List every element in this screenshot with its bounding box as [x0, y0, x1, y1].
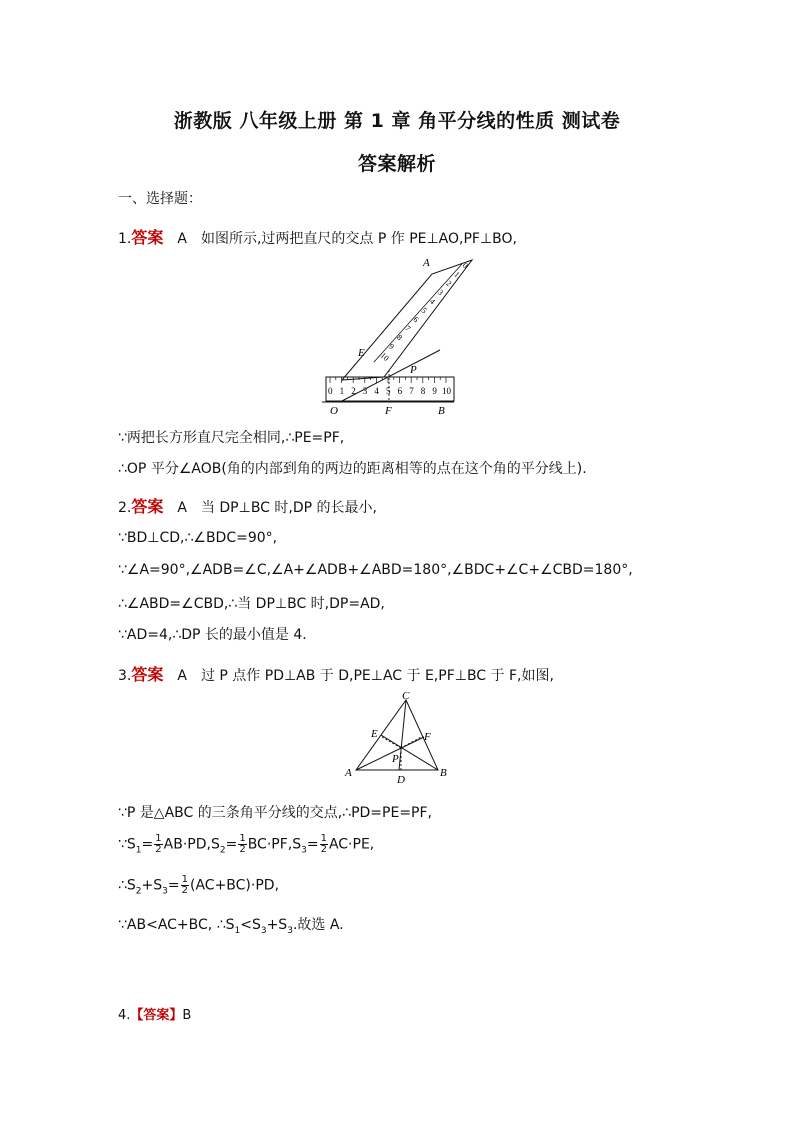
q1-line2: ∵两把长方形直尺完全相同,∴PE=PF, — [118, 430, 345, 446]
q3-line4: $\therefore S_2+S_3=$ $\frac{1}{2}$ (AC+BC)·PD, — [118, 874, 280, 897]
ruler-number: 7 — [409, 386, 414, 396]
slanted-ruler-number: 6 — [411, 314, 421, 325]
ruler-number: 1 — [339, 386, 345, 396]
label-f: F — [385, 405, 392, 417]
ruler-number: 8 — [420, 386, 426, 396]
q3-line2: ∵P 是△ABC 的三条角平分线的交点,∴PD=PE=PF, — [118, 805, 433, 821]
q4-answer-line — [118, 1004, 191, 1023]
tri-label-d: D — [397, 774, 405, 784]
q2-answer-label: 答案 — [131, 497, 164, 516]
q2-text: 当 DP⊥BC 时,DP 的长最小, — [200, 500, 377, 516]
ruler-number: 0 — [328, 386, 333, 396]
fraction-half: $\frac{1}{2}$ — [239, 833, 246, 855]
tri-label-e: E — [371, 728, 378, 740]
q2-answer-line — [118, 494, 377, 517]
document-subtitle: 答案解析 — [357, 153, 436, 175]
section-heading: 一、选择题： — [118, 191, 202, 207]
slanted-ruler-number: 2 — [444, 278, 454, 289]
ruler-number: 3 — [362, 386, 368, 396]
slanted-ruler-number: 1 — [452, 269, 462, 280]
q4-number: 4. — [118, 1008, 131, 1023]
ruler-number: 4 — [374, 386, 379, 396]
fraction-half: $\frac{1}{2}$ — [320, 833, 327, 855]
q4-choice: B — [182, 1008, 192, 1023]
slanted-ruler-number: 0 — [460, 260, 470, 271]
label-b: B — [438, 405, 445, 417]
slanted-ruler-number: 8 — [395, 332, 405, 343]
q2-line4: ∴∠ABD=∠CBD,∴当 DP⊥BC 时,DP=AD, — [118, 596, 385, 612]
ruler-number: 9 — [432, 386, 437, 396]
q3-text: 过 P 点作 PD⊥AB 于 D,PE⊥AC 于 E,PF⊥BC 于 F,如图, — [200, 668, 554, 684]
document-title: 浙教版 八年级上册 第 1 章 角平分线的性质 测试卷 — [173, 110, 621, 132]
bisector-c — [399, 700, 406, 770]
slanted-ruler — [342, 260, 472, 380]
slanted-ruler-number: 7 — [403, 323, 413, 334]
ruler-number: 10 — [442, 386, 451, 396]
q1-answer-label: 答案 — [131, 228, 164, 247]
label-e: E — [358, 347, 365, 359]
tri-label-f: F — [424, 731, 431, 743]
q2-line5: ∵AD=4,∴DP 长的最小值是 4. — [118, 627, 307, 643]
q3-answer-line — [118, 662, 554, 685]
q1-text: 如图所示,过两把直尺的交点 P 作 PE⊥AO,PF⊥BO, — [200, 231, 517, 247]
tri-label-b: B — [440, 767, 447, 779]
q2-line3: ∵∠A=90°,∠ADB=∠C,∠A+∠ADB+∠ABD=180°,∠BDC+∠C+∠CBD=180°, — [118, 562, 633, 578]
tri-label-c: C — [402, 690, 410, 702]
label-a: A — [423, 257, 430, 269]
q3-answer-label: 答案 — [131, 665, 164, 684]
slanted-ruler-number: 4 — [427, 296, 437, 307]
perpendicular-pe — [382, 737, 401, 748]
slanted-ruler-ticks — [379, 261, 470, 363]
ruler-number: 6 — [397, 386, 403, 396]
q3-number: 3. — [118, 668, 132, 684]
q1-answer-line — [118, 225, 517, 248]
q2-choice: A — [177, 500, 187, 516]
fraction-half: $\frac{1}{2}$ — [181, 874, 188, 896]
q1-line3: ∴OP 平分∠AOB(角的内部到角的两边的距离相等的点在这个角的平分线上). — [118, 461, 587, 477]
slanted-ruler-number: 5 — [419, 305, 429, 316]
q3-line5: ∵AB<AC+BC, $\therefore S_1<S_3+S_3$.故选 A. — [118, 917, 344, 936]
fraction-half: $\frac{1}{2}$ — [155, 833, 162, 855]
q3-choice: A — [177, 668, 187, 684]
ruler-number: 2 — [351, 386, 356, 396]
tri-label-a: A — [345, 767, 352, 779]
slanted-ruler-number: 3 — [436, 287, 446, 298]
slanted-ruler-number: 9 — [386, 341, 396, 352]
q2-number: 2. — [118, 500, 132, 516]
q1-ruler-figure — [322, 252, 492, 418]
tri-label-p: P — [392, 753, 399, 765]
slanted-ruler-number: 10 — [378, 350, 391, 363]
q4-answer-label: 【答案】 — [130, 1008, 183, 1023]
q2-line2: ∵BD⊥CD,∴∠BDC=90°, — [118, 530, 278, 546]
label-p: P — [410, 364, 417, 376]
ruler-number: 5 — [386, 386, 391, 396]
label-o: O — [330, 405, 338, 417]
q1-number: 1. — [118, 231, 132, 247]
horizontal-ruler — [326, 377, 454, 401]
q1-choice: A — [177, 231, 187, 247]
q3-line3: $\because S_1=$ $\frac{1}{2}$ $AB\cdot PD,S_2=$ $\frac{1}{2}$ $BC\cdot PF,S_3=$ $\frac{1}{2}$ AC·PE, — [118, 833, 375, 856]
q3-triangle-figure — [342, 690, 454, 784]
